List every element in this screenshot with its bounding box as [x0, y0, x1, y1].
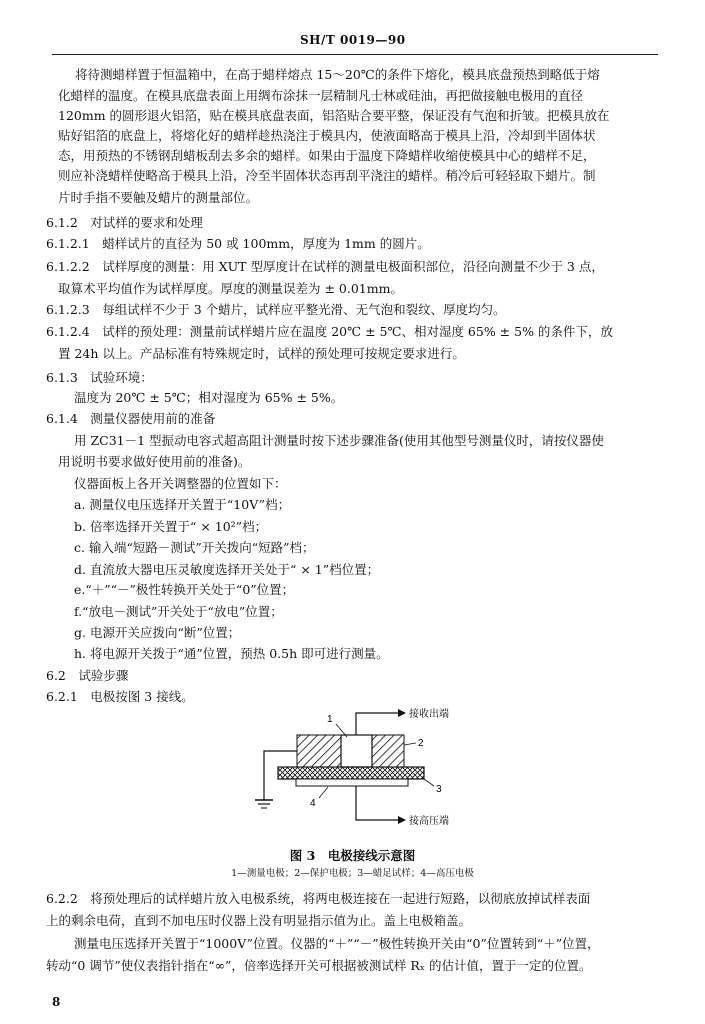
body-line: 6.2 试验步骤: [46, 668, 129, 683]
body-line: 温度为 20℃ ± 5℃；相对湿度为 65% ± 5%。: [74, 390, 344, 405]
body-line: 将待测蜡样置于恒温箱中，在高于蜡样熔点 15～20℃的条件下熔化，模具底盘预热到略低于熔: [75, 67, 600, 82]
body-line: 片时手指不要触及蜡片的测量部位。: [58, 190, 259, 205]
measuring-electrode: [341, 735, 372, 767]
body-line: d. 直流放大器电压灵敏度选择开关处于“ × 1”档位置；: [74, 562, 380, 577]
callout-3-leader: [424, 779, 434, 786]
body-line: 置 24h 以上。产品标准有特殊规定时，试样的预处理可按规定要求进行。: [58, 346, 465, 361]
output-wire: [356, 713, 398, 735]
body-line: 则应补浇蜡样使略高于模具上沿，冷至半固体状态再刮平浇注的蜡样。稍冷后可轻轻取下蜡片。制: [58, 168, 596, 183]
body-line: 6.1.2.3 每组试样不少于 3 个蜡片，试样应平整光滑、无气泡和裂纹、厚度均匀。: [46, 302, 506, 317]
hv-wire: [356, 786, 398, 820]
body-line: 用 ZC31－1 型振动电容式超高阻计测量时按下述步骤准备(使用其他型号测量仪时，请按仪器使: [74, 433, 604, 448]
guard-electrode-right: [372, 735, 404, 767]
output-arrow-icon: [398, 709, 406, 717]
body-line: g. 电源开关应拨向“断”位置；: [74, 625, 241, 640]
body-line: 120mm 的圆形退火铝箔，贴在模具底盘表面，铝箔贴合要平整，保证没有气泡和折皱。把模具放在: [58, 108, 610, 123]
body-line: 测量电压选择开关置于“1000V”位置。仪器的“＋”“－”极性转换开关由“0”位置转到“＋”位置，: [74, 936, 600, 951]
callout-4-leader: [319, 787, 328, 798]
body-line: 6.2.2 将预处理后的试样蜡片放入电极系统，将两电极连接在一起进行短路，以彻底放掉试样表面: [46, 891, 591, 906]
body-line: 6.1.3 试验环境：: [46, 370, 153, 385]
body-line: 6.2.1 电极按图 3 接线。: [46, 689, 194, 704]
callout-4-label: 4: [310, 798, 316, 809]
high-voltage-electrode: [296, 779, 408, 786]
callout-2-leader: [404, 743, 416, 745]
guard-electrode-left: [297, 735, 341, 767]
body-line: 取算术平均值作为试样厚度。厚度的测量误差为 ± 0.01mm。: [58, 281, 403, 296]
body-line: 仪器面板上各开关调整器的位置如下：: [74, 476, 287, 491]
body-line: 6.1.2.1 蜡样试片的直径为 50 或 100mm，厚度为 1mm 的圆片。: [46, 236, 430, 251]
body-line: 6.1.2 对试样的要求和处理: [46, 215, 203, 230]
body-line: f.“放电－测试”开关处于“放电”位置；: [74, 604, 283, 619]
terminal-top-label: 接收出端: [409, 709, 449, 720]
wax-sample: [278, 767, 424, 779]
standard-code-header: SH/T 0019—90: [300, 33, 406, 47]
body-line: 态，用预热的不锈钢刮蜡板刮去多余的蜡样。如果由于温度下降蜡样收缩使模具中心的蜡样不足，: [58, 148, 596, 163]
body-line: b. 倍率选择开关置于“ × 10²”档；: [74, 519, 268, 534]
body-line: 6.1.2.4 试样的预处理：测量前试样蜡片应在温度 20℃ ± 5℃、相对湿度 65% ± 5% 的条件下，放: [46, 324, 613, 339]
body-line: e.“＋”“－”极性转换开关处于“0”位置；: [74, 582, 295, 597]
callout-3-label: 3: [436, 784, 442, 795]
body-line: 用说明书要求做好使用前的准备)。: [58, 454, 251, 469]
body-line: a. 测量仪电压选择开关置于“10V”档；: [74, 497, 291, 512]
figure-caption: 图 3 电极接线示意图: [289, 848, 416, 863]
callout-2-label: 2: [418, 738, 424, 749]
body-line: 转动“0 调节”使仪表指针指在“∞”，倍率选择开关可根据被测试样 Rₓ 的估计值，置于一定的位置。: [46, 958, 592, 973]
terminal-bottom-label: 接高压端: [409, 816, 449, 827]
figure-legend: 1—测量电极；2—保护电极；3—蜡足试样；4—高压电极: [231, 868, 474, 879]
hv-arrow-icon: [398, 816, 406, 824]
body-line: 化蜡样的温度。在模具底盘表面上用绸布涂抹一层精制凡士林或硅油，再把做接触电极用的直径: [58, 88, 584, 103]
body-line: 贴好铝箔的底盘上，将熔化好的蜡样趁热浇注于模具内，使液面略高于模具上沿，冷却到半固体状: [58, 128, 596, 143]
body-line: 上的剩余电荷，直到不加电压时仪器上没有明显指示值为止。盖上电极箱盖。: [46, 913, 472, 928]
body-line: 6.1.2.2 试样厚度的测量：用 XUT 型厚度计在试样的测量电极面积部位，沿径向测量不少于 3 点，: [46, 259, 604, 274]
page-number: 8: [52, 995, 61, 1009]
body-line: c. 输入端“短路－测试”开关拨向“短路”档；: [74, 540, 315, 555]
body-line: 6.1.4 测量仪器使用前的准备: [46, 411, 216, 426]
callout-1-label: 1: [327, 714, 333, 725]
body-line: h. 将电源开关拨于“通”位置，预热 0.5h 即可进行测量。: [74, 646, 389, 661]
